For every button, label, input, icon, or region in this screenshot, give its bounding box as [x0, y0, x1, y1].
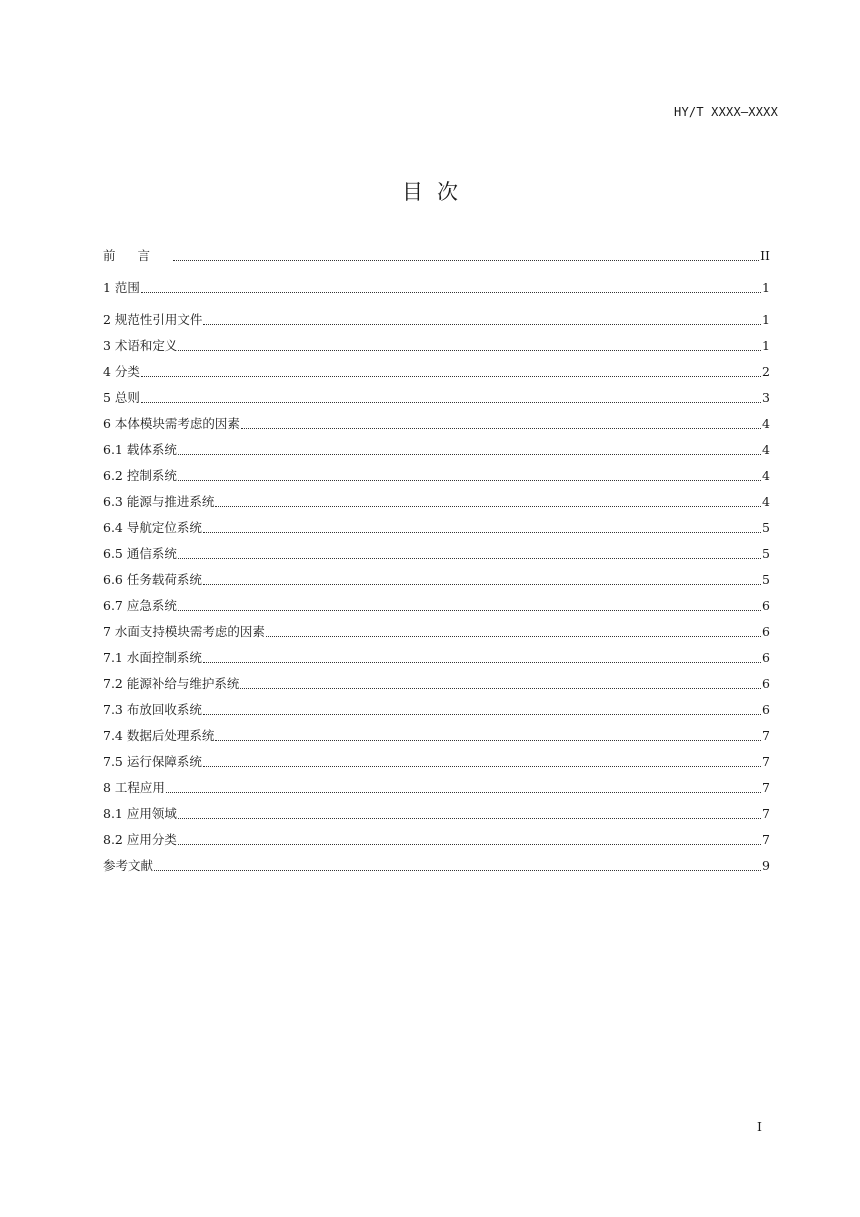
toc-entry-page: 4 [762, 442, 770, 457]
toc-entry-label: 8.2 应用分类 [103, 832, 177, 847]
toc-entry[interactable] [103, 779, 770, 797]
toc-entry-page: 1 [762, 338, 770, 353]
toc-entry[interactable] [103, 441, 770, 459]
toc-entry-page: 5 [762, 572, 770, 587]
toc-entry-label: 5 总则 [103, 390, 140, 405]
toc-entry-page: 6 [762, 650, 770, 665]
toc-entry-page: 4 [762, 416, 770, 431]
toc-entry-preface[interactable] [103, 247, 770, 265]
toc-entry[interactable] [103, 597, 770, 615]
toc-entry-label: 7.2 能源补给与维护系统 [103, 676, 240, 691]
toc-leader [266, 636, 761, 637]
toc-entry-label: 6.1 载体系统 [103, 442, 177, 457]
toc-entry-label: 7.5 运行保障系统 [103, 754, 202, 769]
toc-entry-page: 9 [762, 858, 770, 873]
toc-entry-page: 5 [762, 546, 770, 561]
toc-entry[interactable] [103, 753, 770, 771]
toc-leader [203, 662, 761, 663]
toc-entry-label: 6.4 导航定位系统 [103, 520, 202, 535]
toc-entry-label: 6.3 能源与推进系统 [103, 494, 215, 509]
toc-entry[interactable] [103, 727, 770, 745]
toc-entry-page: 1 [762, 280, 770, 295]
toc-leader [203, 532, 761, 533]
toc-entry[interactable] [103, 675, 770, 693]
toc-leader [154, 870, 761, 871]
toc-leader [166, 792, 761, 793]
toc-entry[interactable] [103, 415, 770, 433]
toc-entry-label: 6 本体模块需考虑的因素 [103, 416, 240, 431]
toc-leader [215, 506, 761, 507]
toc-leader [178, 454, 761, 455]
toc-entry-label: 6.2 控制系统 [103, 468, 177, 483]
toc-entry-label: 3 术语和定义 [103, 338, 178, 353]
toc-entry-label: 参考文献 [103, 858, 154, 873]
toc-entry-label: 2 规范性引用文件 [103, 312, 203, 327]
toc-entry[interactable] [103, 279, 770, 297]
toc-leader [141, 376, 761, 377]
toc-entry[interactable] [103, 649, 770, 667]
toc-leader [203, 766, 761, 767]
toc-entry-page: 6 [762, 702, 770, 717]
toc-leader [241, 428, 761, 429]
toc-entry-label: 1 范围 [103, 280, 140, 295]
document-code: HY/T XXXX—XXXX [674, 105, 778, 119]
toc-entry-page: 7 [762, 806, 770, 821]
toc-entry-label: 8 工程应用 [103, 780, 165, 795]
page-number: I [757, 1119, 762, 1134]
toc-entry[interactable] [103, 493, 770, 511]
toc-entry-page: 6 [762, 598, 770, 613]
toc-entry-page: 3 [762, 390, 770, 405]
toc-leader [178, 818, 761, 819]
toc-entry-label: 6.5 通信系统 [103, 546, 177, 561]
toc-entry-page: 4 [762, 494, 770, 509]
toc-leader [178, 610, 761, 611]
toc-leader [178, 844, 761, 845]
toc-entry[interactable] [103, 337, 770, 355]
toc-entry-label: 前言 [103, 248, 173, 263]
toc-entry-page: 6 [762, 676, 770, 691]
toc-entry-label: 7.3 布放回收系统 [103, 702, 202, 717]
toc-entry-label: 7 水面支持模块需考虑的因素 [103, 624, 265, 639]
toc-entry[interactable] [103, 545, 770, 563]
toc-entry-page: 7 [762, 780, 770, 795]
toc-entry-page: 7 [762, 832, 770, 847]
toc-entry-label: 6.6 任务载荷系统 [103, 572, 202, 587]
toc-leader [173, 260, 759, 261]
toc-leader [203, 714, 761, 715]
toc-entry[interactable] [103, 831, 770, 849]
toc-entry-page: 2 [762, 364, 770, 379]
toc-leader [215, 740, 761, 741]
toc-entry-label: 7.4 数据后处理系统 [103, 728, 215, 743]
toc-entry[interactable] [103, 857, 770, 875]
toc-leader [203, 324, 761, 325]
toc-entry[interactable] [103, 467, 770, 485]
toc-entry-label: 6.7 应急系统 [103, 598, 177, 613]
toc-leader [178, 480, 761, 481]
toc-entry-page: 7 [762, 728, 770, 743]
toc-leader [178, 558, 761, 559]
toc-leader [141, 292, 761, 293]
toc-leader [240, 688, 761, 689]
toc-entry[interactable] [103, 701, 770, 719]
toc-entry[interactable] [103, 571, 770, 589]
toc-entry-label: 4 分类 [103, 364, 140, 379]
toc-entry-label: 7.1 水面控制系统 [103, 650, 202, 665]
toc-entry-label: 8.1 应用领域 [103, 806, 177, 821]
toc-entry-page: 4 [762, 468, 770, 483]
toc-entry[interactable] [103, 623, 770, 641]
toc-entry-page: 6 [762, 624, 770, 639]
toc-entry[interactable] [103, 311, 770, 329]
toc-leader [203, 584, 761, 585]
toc-entry[interactable] [103, 805, 770, 823]
toc-entry-page: 1 [762, 312, 770, 327]
toc-entry[interactable] [103, 363, 770, 381]
toc-entry[interactable] [103, 519, 770, 537]
toc-leader [141, 402, 761, 403]
toc-entry-page: 7 [762, 754, 770, 769]
toc-entry[interactable] [103, 389, 770, 407]
toc-entry-page: 5 [762, 520, 770, 535]
toc-title: 目次 [402, 180, 472, 204]
toc-entry-page: II [760, 248, 770, 263]
toc-leader [178, 350, 761, 351]
